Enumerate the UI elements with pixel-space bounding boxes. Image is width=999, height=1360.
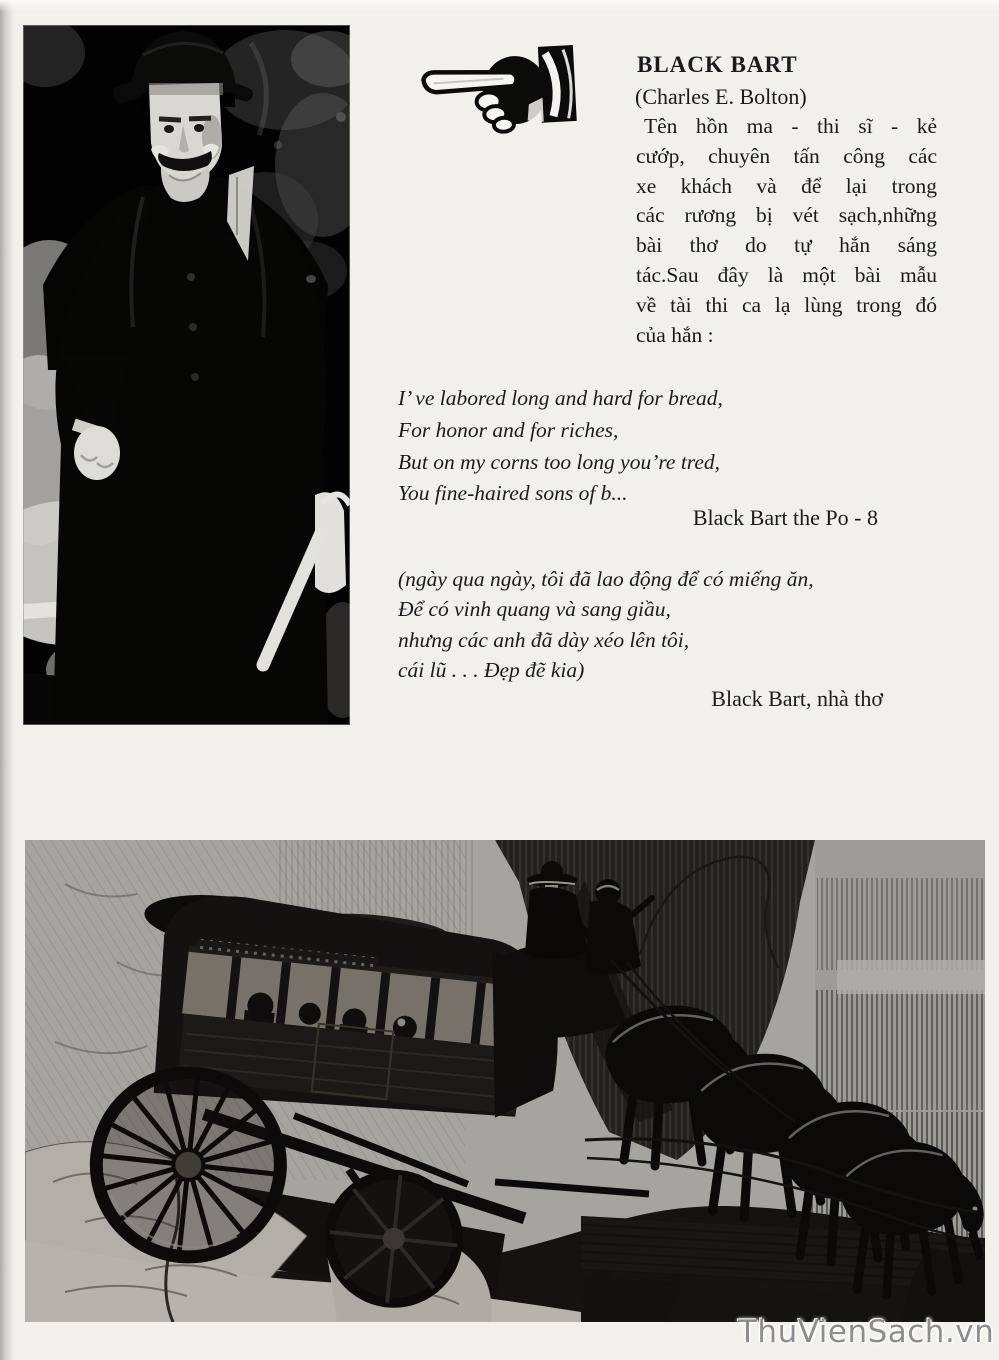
intro-line: các rương bị vét sạch,những [636, 203, 937, 228]
pointing-hand-icon [414, 40, 582, 138]
stagecoach-illustration [25, 840, 985, 1322]
poem-line: (ngày qua ngày, tôi đã lao động để có miếng ăn, [398, 567, 814, 591]
intro-line: cướp, chuyên tấn công các [636, 143, 937, 168]
portrait-photo-art [23, 25, 350, 725]
intro-paragraph [636, 112, 937, 350]
article-subtitle: (Charles E. Bolton) [635, 84, 807, 109]
intro-line: về tài thi ca lạ lùng trong đó [636, 292, 937, 317]
pointing-hand-art [414, 40, 582, 138]
poem-attribution-english: Black Bart the Po - 8 [692, 505, 878, 530]
intro-line: của hắn : [636, 322, 714, 347]
watermark: ThuVienSach.vn [738, 1314, 995, 1350]
portrait-photo [23, 25, 350, 725]
poem-line: For honor and for riches, [398, 417, 619, 442]
scan-edge-left [0, 0, 14, 1360]
article-title: BLACK BART [637, 52, 798, 77]
intro-line: tác.Sau đây là một bài mẫu [636, 262, 937, 287]
poem-line: I’ ve labored long and hard for bread, [398, 386, 723, 410]
poem-vietnamese [398, 564, 928, 685]
poem-attribution-vietnamese: Black Bart, nhà thơ [711, 686, 883, 711]
stagecoach-art [25, 840, 985, 1322]
intro-line: xe khách và để lại trong [636, 173, 937, 198]
poem-line: nhưng các anh đã dày xéo lên tôi, [398, 627, 690, 652]
poem-line: But on my corns too long you’re tred, [398, 449, 721, 474]
intro-line: Tên hồn ma - thi sĩ - kẻ [644, 114, 937, 138]
poem-line: You fine-haired sons of b... [398, 481, 628, 506]
poem-english [398, 383, 898, 510]
poem-line: cái lũ . . . Đẹp đẽ kia) [398, 657, 585, 682]
poem-line: Để có vinh quang và sang giầu, [398, 597, 671, 622]
scan-edge-top [0, 0, 999, 12]
intro-line: bài thơ do tự hắn sáng [636, 233, 937, 258]
